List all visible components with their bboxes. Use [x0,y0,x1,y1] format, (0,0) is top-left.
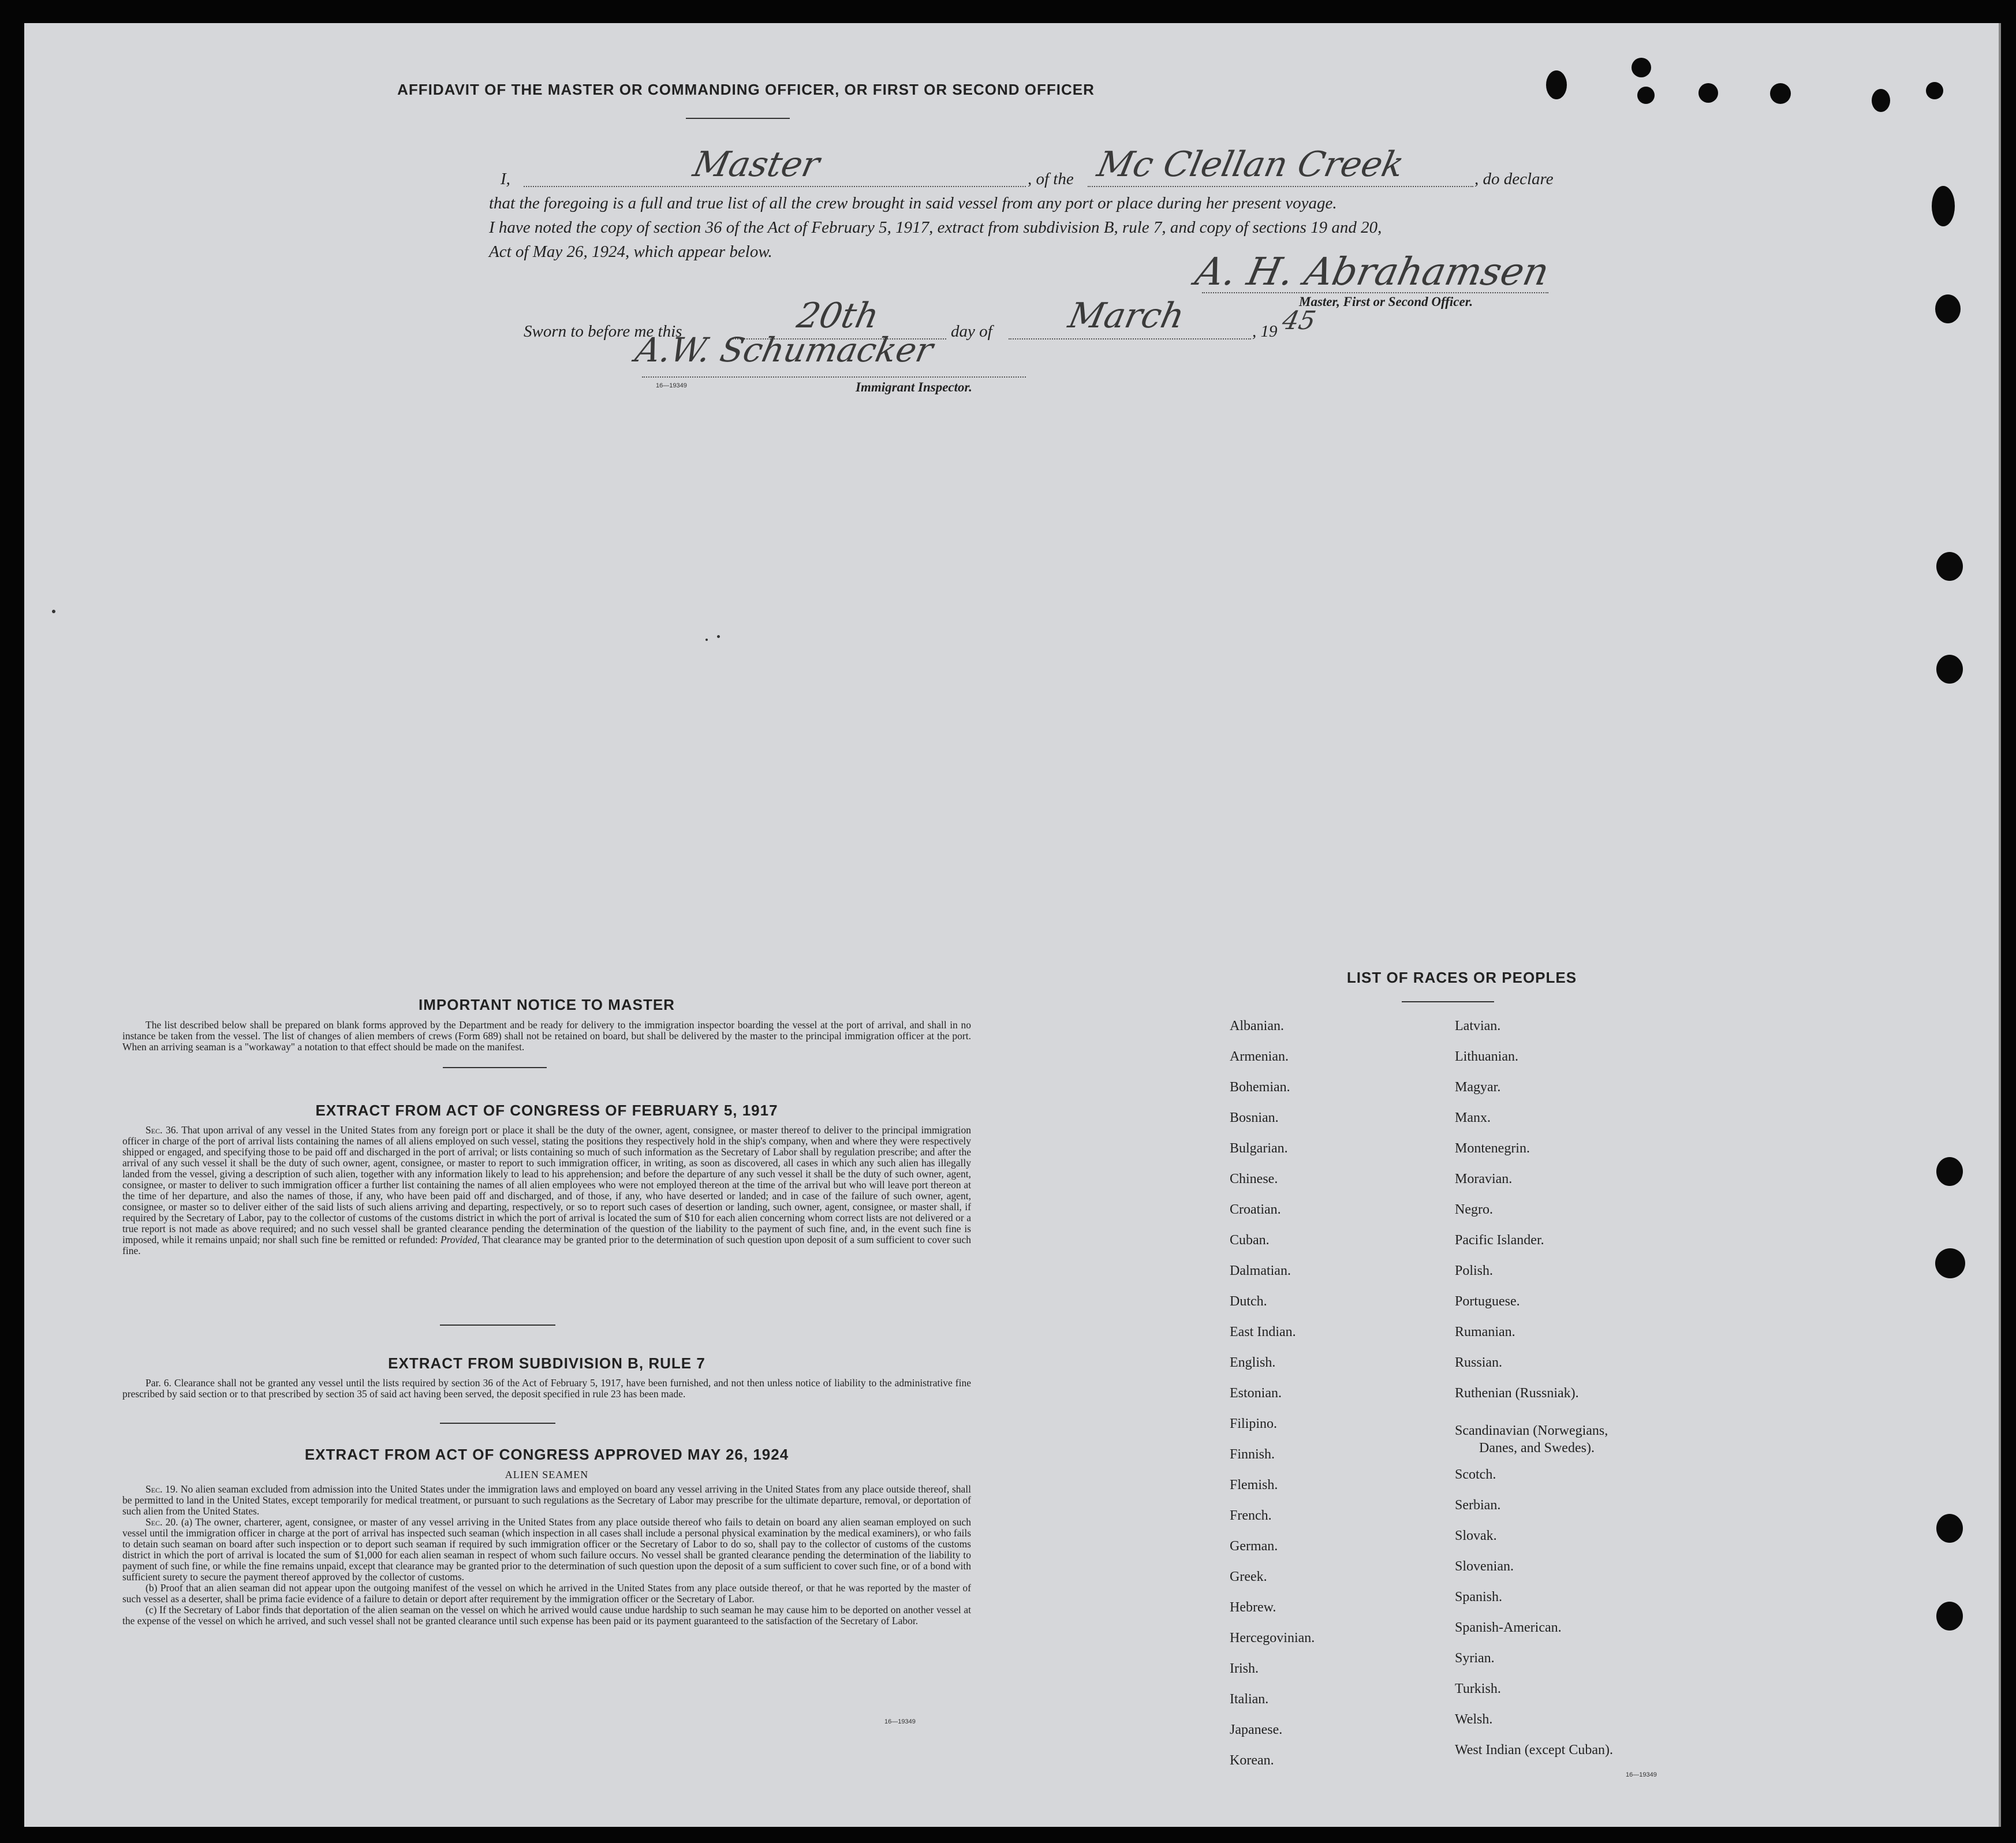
race-item: Spanish. [1455,1590,1503,1605]
race-item: Flemish. [1230,1478,1278,1493]
race-item: Russian. [1455,1355,1503,1370]
race-item: Croatian. [1230,1202,1281,1217]
notice-text [122,1020,971,1053]
binder-hole [1932,186,1955,226]
binder-hole [1936,655,1963,684]
binder-hole [1770,83,1791,104]
notice-paragraph: The list described below shall be prepared on blank forms approved by the Department and be ready for delivery to the immigration inspector boarding the vessel at the port of arrival, and shall in no instance be taken from the vessel. The list of changes of alien members of crews (Form 689) shall not be retained on board, but shall be delivered by the master to the principal immigration officer at the port. When an arriving seaman is a "workaway" a notation to that effect should be made on the manifest. [122,1019,971,1053]
extract-1924-title: EXTRACT FROM ACT OF CONGRESS APPROVED MAY 26, 1924 [304,1446,789,1463]
binder-hole [1935,1248,1965,1278]
notice-divider [443,1067,547,1068]
binder-hole [1872,89,1890,112]
race-item: Hercegovinian. [1230,1631,1315,1646]
extract-1917-text [122,1125,971,1256]
binder-hole [1935,294,1961,323]
race-item: English. [1230,1355,1276,1370]
sec20b-text: (b) Proof that an alien seaman did not appear upon the outgoing manifest of the vessel on which he arrived in the United States from any place outside thereof, or that he was reported by the master of such vessel as a deserter, shall be prima facie evidence of a failure to detain or deport after requirement by the immigration officer or the Secretary of Labor. [122,1582,971,1605]
document-sheet [24,23,2001,1827]
rule7-title: EXTRACT FROM SUBDIVISION B, RULE 7 [388,1355,705,1372]
sec36-text: That upon arrival of any vessel in the United States from any foreign port or place it shall be the duty of the owner, agent, consignee, or master thereof to deliver to the principal immigration officer in charge of the port of arrival lists containing the names of all aliens employed on such vessel, stating the positions they respectively hold in the ship's company, when and where they were respectively shipped or engaged, and specifying those to be paid off and discharged in the port of arrival; or lists containing so much of such information as the Secretary of Labor shall by regulation prescribe; and after the arrival of any such vessel it shall be the duty of such owner, agent, consignee, or master to report to such immigration officer, in writing, as soon as discovered, all cases in which any such alien has illegally landed from the vessel, giving a description of such alien, together with any information likely to lead to his apprehension; and before the departure of any such vessel it shall be the duty of such owner, agent, consignee, or master to deliver to such immigration officer a further list containing the names of all alien employees who were not employed thereon at the time of the arrival but who will leave port thereon at the time of her departure, and also the names of those, if any, who have been paid off and discharged, and of those, if any, who have deserted or landed; and in case of the failure of such owner, agent, consignee, or master so to deliver either of the said lists of such aliens arriving and departing, respectively, or so to report such cases of desertion or landing, such owner, agent, consignee, or master shall, if required by the Secretary of Labor, pay to the collector of customs of the customs district in which the port of arrival is located the sum of $10 for each alien concerning whom correct lists are not delivered or a true report is not made as above required; and no such vessel shall be granted clearance pending the determination of the question of the liability to the payment of such fine, and, in the event such fine is imposed, while it remains unpaid; nor shall such fine be remitted or refunded: [122,1124,971,1245]
race-item: Negro. [1455,1202,1493,1217]
proviso-label: Provided, [440,1234,480,1245]
rule7-paragraph: Par. 6. Clearance shall not be granted any vessel until the lists required by section 36 of the Act of February 5, 1917, have been furnished, and not then unless notice of liability to the administrative fine prescribed by said section or to that prescribed by section 35 of said act having been served, the deposit specified in rule 23 has been made. [122,1377,971,1400]
race-item: Moravian. [1455,1172,1513,1187]
race-item: West Indian (except Cuban). [1455,1743,1613,1758]
race-item: Dutch. [1230,1294,1267,1309]
binder-hole [1698,83,1718,103]
rule7-text [122,1378,971,1400]
race-item: Bosnian. [1230,1110,1279,1125]
sec19-text: No alien seaman excluded from admission into the United States under the immigration laws and employed on board any vessel arriving in the United States from any place outside thereof, shall be permitted to land in the United States, except temporarily for medical treatment, or pursuant to such regulations as the Secretary of Labor may prescribe for the ultimate departure, removal, or deportation of such alien from the United States. [122,1483,972,1517]
sworn-prefix: Sworn to before me this [524,322,682,341]
sec19-label: Sec. 19. [145,1483,178,1495]
race-item: Portuguese. [1455,1294,1520,1309]
race-item: Greek. [1230,1569,1267,1584]
race-item: Filipino. [1230,1416,1278,1431]
race-item: Latvian. [1455,1018,1501,1034]
sworn-month-handwritten: March [1065,296,1188,336]
race-item: Italian. [1230,1692,1269,1707]
binder-hole [1936,552,1963,581]
rank-fill-line [524,186,1026,187]
inspector-signature-line [642,376,1026,378]
vessel-name-handwritten: Mc Clellan Creek [1093,144,1408,185]
race-item: Danes, and Swedes). [1479,1441,1595,1456]
binder-hole [1926,82,1943,99]
race-item: East Indian. [1230,1325,1296,1340]
race-item: Hebrew. [1230,1600,1276,1615]
sworn-day-of: day of [951,322,992,341]
proviso-text: That clearance may be granted prior to the determination of such question upon deposit of a sum sufficient to cover such fine. [122,1234,972,1256]
rank-handwritten: Master [689,144,823,185]
sec20a-text: (a) The owner, charterer, agent, consignee, or master of any vessel arriving in the United States from any place outside thereof who fails to detain on board any alien seaman employed on such vessel until the immigration officer in charge at the port of arrival has inspected such seaman (which inspection in all cases shall include a personal physical examination by the medical examiners), or who fails to detain such seaman on board after such inspection or to deport such seaman if required by such immigration officer or the Secretary of Labor to do so, shall pay to the collector of customs of the customs district in which the port of arrival is located the sum of $1,000 for each alien seaman in respect of whom such failure occurs. No vessel shall be granted clearance pending the determination of the liability to payment of such fine, or while the fine remains unpaid, except that clearance may be granted prior to the determination of such question upon the deposit of a sum sufficient to cover such fine, or of a bond with sufficient surety to secure the payment thereof approved by the collector of customs. [122,1516,971,1583]
sec20c-text: (c) If the Secretary of Labor finds that deportation of the alien seaman on the vessel on which he arrived would cause undue hardship to such seaman he may cause him to be deported on another vessel at the expense of the vessel on which he arrived, and such vessel shall not be granted clearance until such expense has been paid or its payment guaranteed to the satisfaction of the Secretary of Labor. [122,1604,971,1626]
title-divider [686,118,790,119]
race-item: Cuban. [1230,1233,1270,1248]
race-item: Montenegrin. [1455,1141,1530,1156]
race-item: French. [1230,1508,1272,1523]
race-item: Turkish. [1455,1681,1501,1696]
race-item: Chinese. [1230,1172,1278,1187]
race-item: Dalmatian. [1230,1263,1291,1278]
speck [717,635,720,638]
sworn-year-handwritten: 45 [1279,306,1319,335]
race-item: Finnish. [1230,1447,1275,1462]
race-item: Pacific Islander. [1455,1233,1544,1248]
race-item: Bohemian. [1230,1080,1290,1095]
signature-caption: Master, First or Second Officer. [1299,294,1473,309]
declaration-of-the: , of the [1028,170,1074,188]
extract-form-number: 16—19349 [884,1718,916,1725]
binder-hole [1936,1514,1963,1543]
race-item: Estonian. [1230,1386,1282,1401]
affidavit-title: AFFIDAVIT OF THE MASTER OR COMMANDING OFFICER, OR FIRST OR SECOND OFFICER [397,81,1095,98]
vessel-fill-line [1088,186,1473,187]
race-item: Albanian. [1230,1018,1284,1034]
master-signature: A. H. Abrahamsen [1191,249,1554,294]
declaration-i: I, [501,170,510,188]
speck [705,639,708,641]
sworn-month-line [1009,338,1251,339]
binder-hole [1936,1157,1963,1186]
sworn-year-prefix: , 19 [1252,322,1278,341]
race-item: Rumanian. [1455,1325,1515,1340]
races-title: LIST OF RACES OR PEOPLES [1346,969,1577,986]
race-item: Irish. [1230,1661,1259,1676]
race-item: Polish. [1455,1263,1494,1278]
race-item: Manx. [1455,1110,1491,1125]
declaration-line-4: Act of May 26, 1924, which appear below. [489,242,772,261]
speck [52,610,55,613]
inspector-signature: A.W. Schumacker [632,330,937,370]
signature-line [1202,292,1548,293]
race-item: Spanish-American. [1455,1620,1562,1635]
affidavit-form-number: 16—19349 [656,382,687,389]
alien-seamen-subtitle: ALIEN SEAMEN [505,1469,589,1480]
extract-1917-divider [440,1325,555,1326]
race-item: Japanese. [1230,1722,1283,1737]
race-item: Syrian. [1455,1651,1495,1666]
binder-hole [1546,70,1567,99]
race-item: Scandinavian (Norwegians, [1455,1423,1608,1438]
race-item: Ruthenian (Russniak). [1455,1386,1579,1401]
race-item: German. [1230,1539,1278,1554]
binder-hole [1637,87,1655,104]
notice-title: IMPORTANT NOTICE TO MASTER [419,996,675,1013]
race-item: Slovenian. [1455,1559,1514,1574]
races-divider [1402,1001,1494,1002]
declaration-line-3: I have noted the copy of section 36 of the Act of February 5, 1917, extract from subdivision B, rule 7, and copy of sections 19 and 20, [489,218,1382,237]
race-item: Magyar. [1455,1080,1501,1095]
binder-hole [1632,58,1651,77]
declaration-do-declare: , do declare [1474,170,1554,188]
race-item: Armenian. [1230,1049,1289,1064]
binder-hole [1936,1602,1963,1631]
extract-1924-text [122,1484,971,1626]
extract-1917-title: EXTRACT FROM ACT OF CONGRESS OF FEBRUARY 5, 1917 [315,1102,778,1119]
race-item: Serbian. [1455,1498,1501,1513]
race-item: Lithuanian. [1455,1049,1518,1064]
race-item: Bulgarian. [1230,1141,1288,1156]
race-item: Slovak. [1455,1528,1497,1543]
sworn-day-handwritten: 20th [793,296,883,336]
race-item: Korean. [1230,1753,1274,1768]
races-form-number: 16—19349 [1626,1771,1657,1778]
declaration-line-2: that the foregoing is a full and true list of all the crew brought in said vessel from any port or place during her present voyage. [489,194,1337,212]
inspector-caption: Immigrant Inspector. [856,380,972,394]
rule7-divider [440,1423,555,1424]
race-item: Welsh. [1455,1712,1493,1727]
sec20-label: Sec. 20. [145,1516,178,1528]
sec36-label: Sec. 36. [145,1124,178,1136]
race-item: Scotch. [1455,1467,1496,1482]
